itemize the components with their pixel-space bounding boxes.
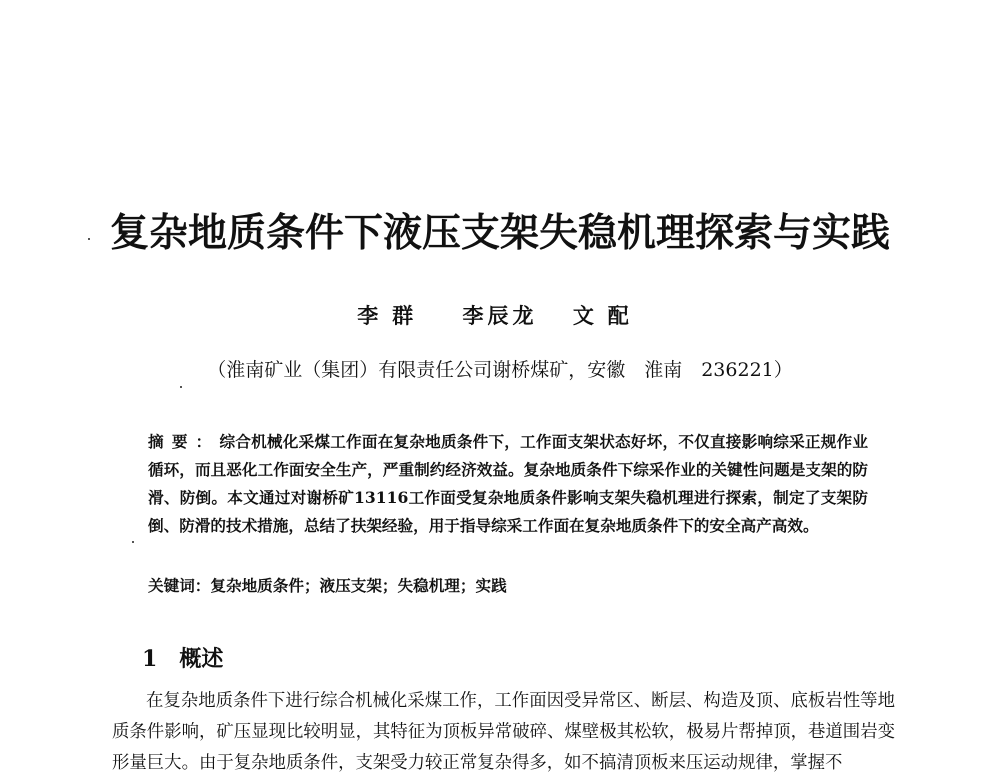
body-paragraph: 在复杂地质条件下进行综合机械化采煤工作，工作面因受异常区、断层、构造及顶、底板岩性等地质条件影响，矿压显现比较明显，其特征为顶板异常破碎、煤壁极其松软，极易片帮掉顶，巷道围岩变形量巨大。由于复杂地质条件，支架受力较正常复杂得多，如不搞清顶板来压运动规律，掌握不	[112, 691, 895, 773]
abstract	[148, 428, 868, 540]
section-number: 1	[142, 646, 158, 672]
keywords-label: 关键词：	[148, 576, 211, 595]
scan-speck	[132, 541, 134, 543]
section-title: 概述	[179, 646, 224, 672]
author-1: 李群	[357, 303, 428, 328]
author-3: 文配	[572, 303, 643, 328]
paper-title: 复杂地质条件下液压支架失稳机理探索与实践	[109, 210, 890, 256]
author-list	[0, 300, 1000, 330]
affiliation: （淮南矿业（集团）有限责任公司谢桥煤矿，安徽 淮南 236221）	[207, 359, 793, 381]
section-heading	[142, 642, 223, 673]
abstract-label: 摘要：	[148, 432, 220, 451]
keywords-text: 复杂地质条件；液压支架；失稳机理；实践	[210, 576, 507, 595]
author-2: 李辰龙	[462, 303, 538, 328]
keywords	[148, 574, 868, 596]
scan-speck	[88, 238, 90, 240]
scan-speck	[180, 386, 182, 388]
abstract-text: 综合机械化采煤工作面在复杂地质条件下，工作面支架状态好坏，不仅直接影响综采正规作业循环，而且恶化工作面安全生产，严重制约经济效益。复杂地质条件下综采作业的关键性问题是支架的防滑、防倒。本文通过对谢桥矿13116工作面受复杂地质条件影响支架失稳机理进行探索，制定了支架防倒、防滑的技术措施，总结了扶架经验，用于指导综采工作面在复杂地质条件下的安全高产高效。	[148, 432, 868, 535]
